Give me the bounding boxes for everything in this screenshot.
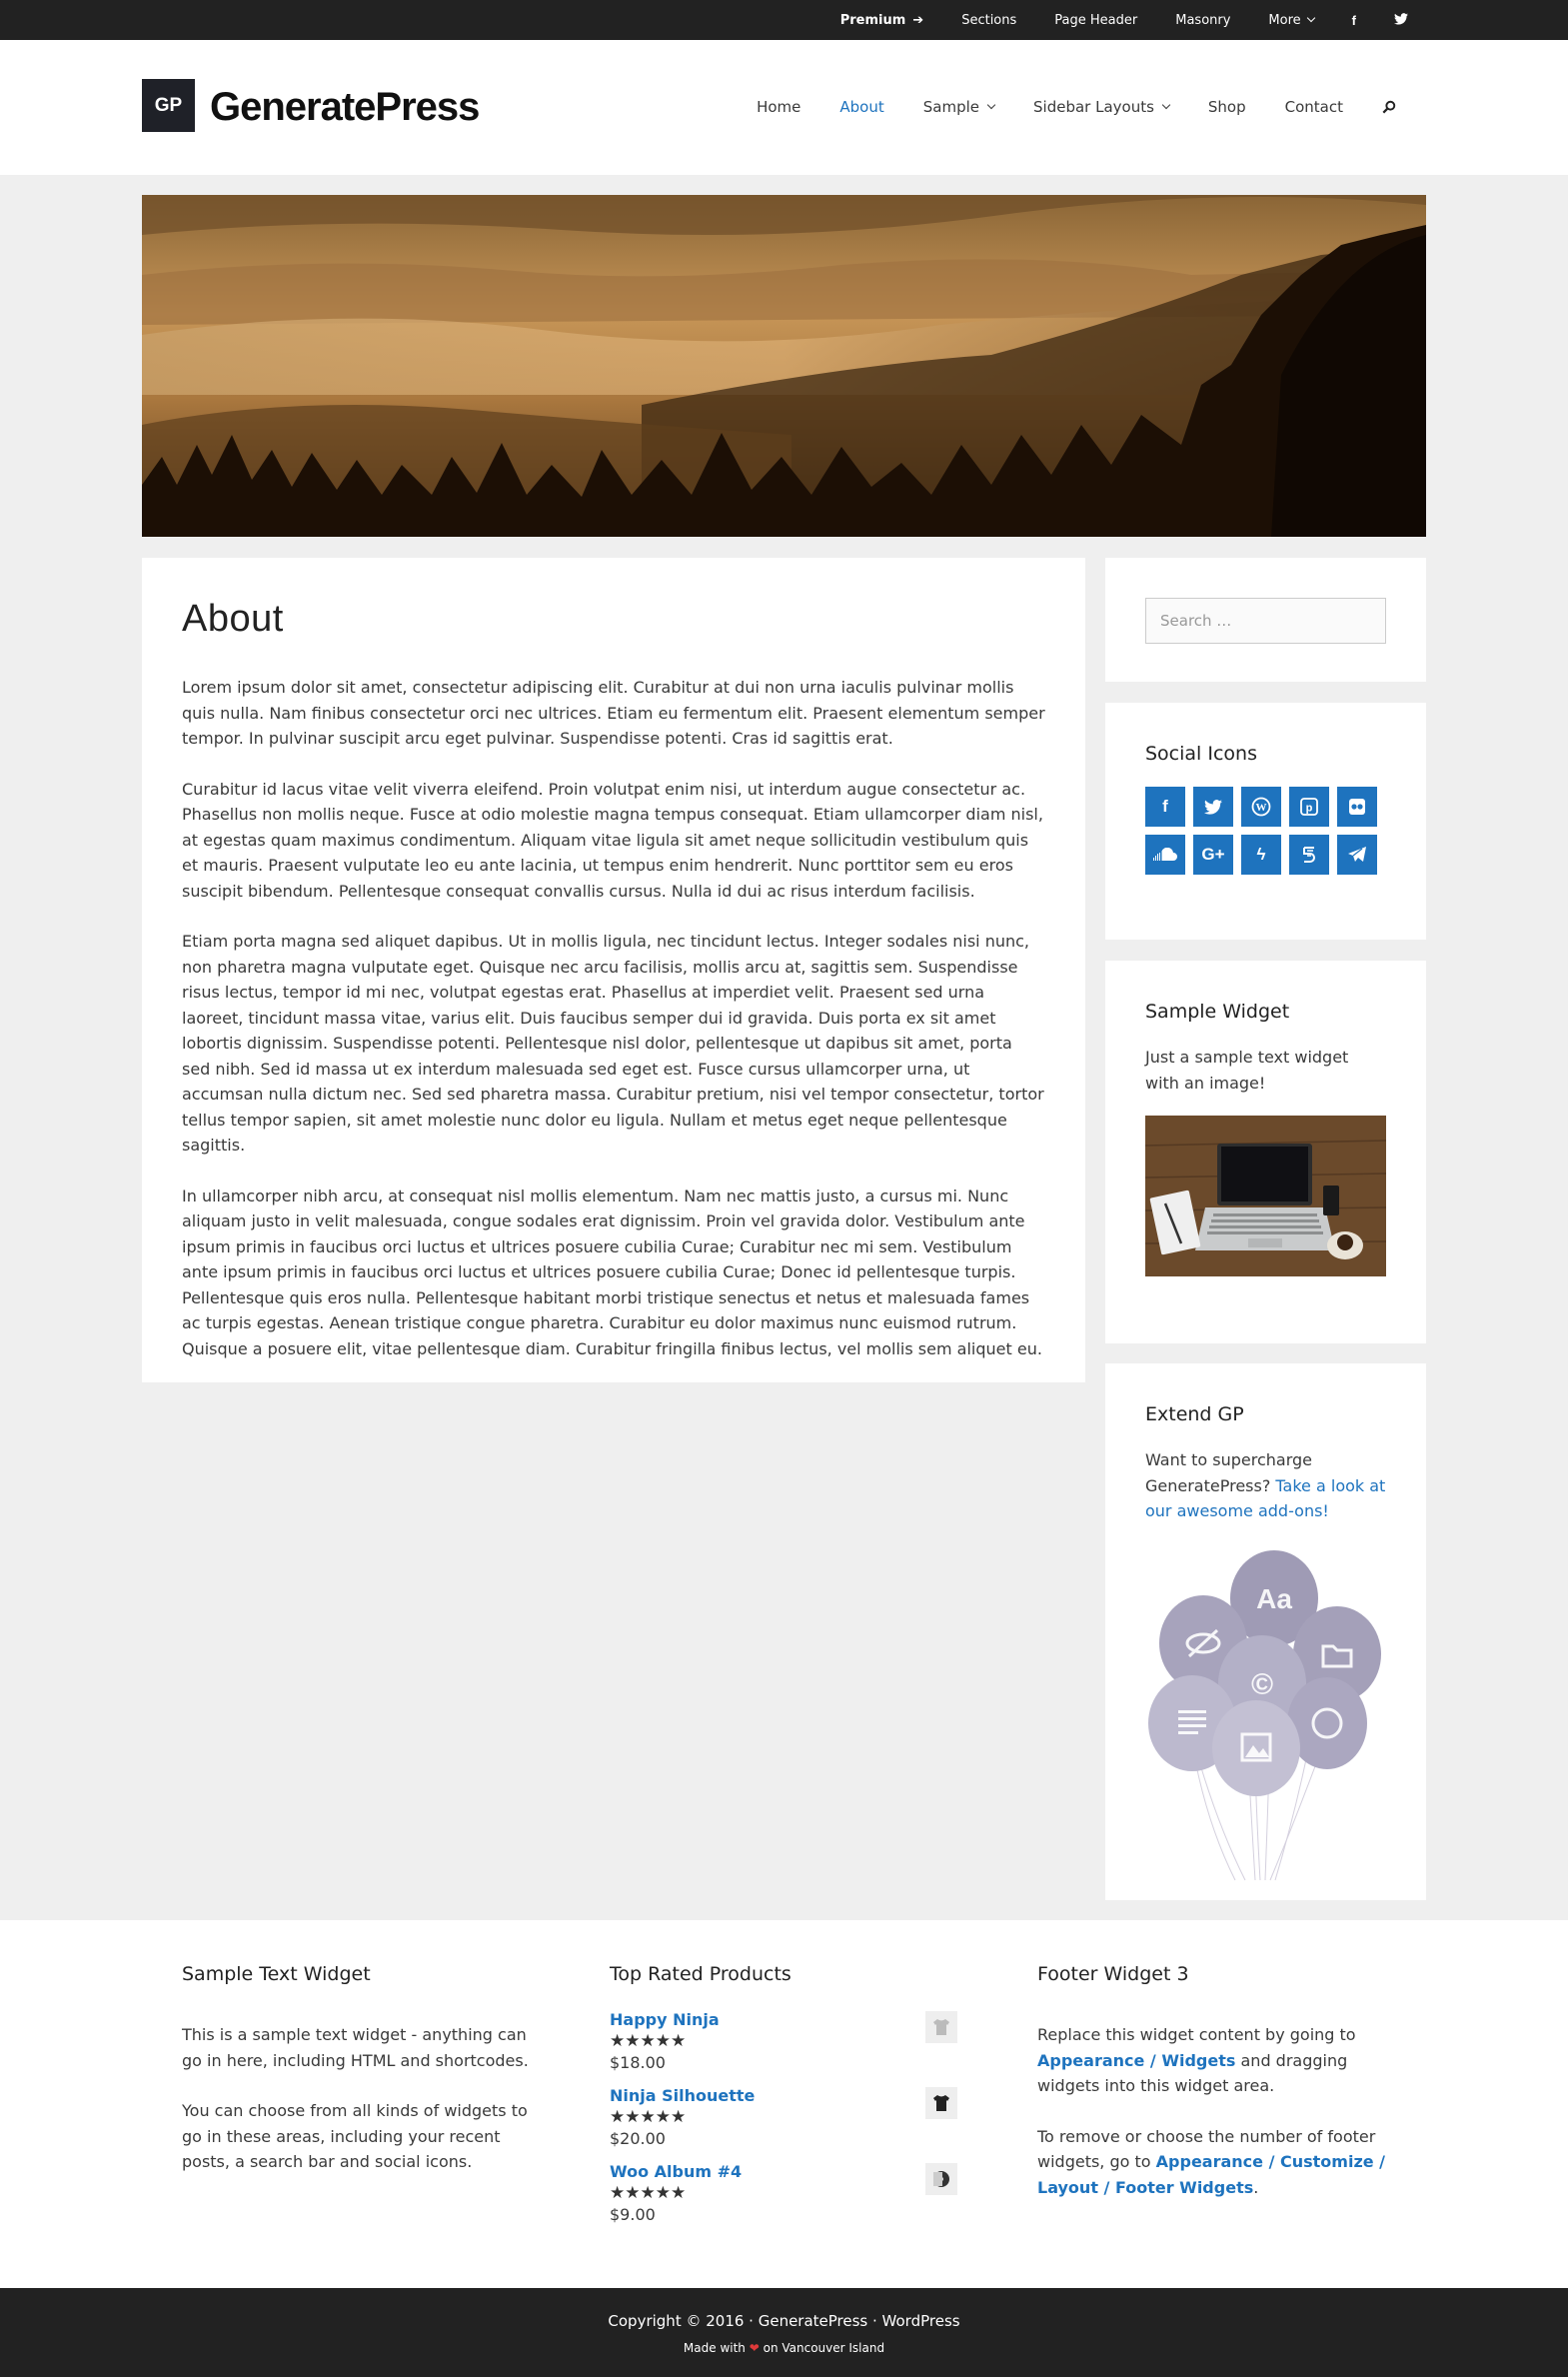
star-rating: ★★★★★ <box>610 2031 687 2051</box>
main-navigation <box>718 98 1396 116</box>
main-content <box>142 558 1085 1382</box>
google-plus-icon[interactable]: G+ <box>1193 835 1233 875</box>
social-icons-widget <box>1105 703 1426 940</box>
product-price: $9.00 <box>610 2205 656 2224</box>
copyright-text: Copyright © 2016 · GeneratePress · WordPress <box>608 2312 960 2330</box>
sample-widget <box>1105 961 1426 1343</box>
widget-title: Social Icons <box>1145 743 1257 765</box>
topbar-sections-link[interactable]: Sections <box>961 12 1017 28</box>
deviantart-icon[interactable]: ϟ <box>1241 835 1281 875</box>
product-link[interactable]: Happy Ninja <box>610 2010 720 2029</box>
flickr-icon[interactable] <box>1337 787 1377 827</box>
product-item <box>610 2009 957 2079</box>
content-paragraph: Etiam porta magna sed aliquet dapibus. Ut in mollis ligula, nec tincidunt lectus. Integer sodales nisi nunc, non pharetra magna vulputate eget. Quisque nec arcu facilisis, mollis arcu at, sagittis sem. Suspendisse risus lectus, tempor id mi nec, volutpat egestas erat. Phasellus at imperdiet velit. Praesent sed urna laoreet, tincidunt massa vitae, varius elit. Duis faucibus semper dui id gravida. Duis porta ex sit amet lobortis dignissim. Suspendisse potenti. Pellentesque nisl dolor, pellentesque ut dapibus sit amet, porta sed nibh. Sed id massa ut ex interdum malesuada sed eget est. Fusce cursus ullamcorper urna, ut accumsan nulla dictum nec. Sed sed pharetra massa. Curabitur pretium, nisi vel tempor consectetur, tortor tellus tempor sapien, sit amet molestie nunc dolor eu ligula. Nullam et metus eget neque pellentesque sagittis. <box>182 932 1044 1155</box>
twitter-icon[interactable] <box>1193 787 1233 827</box>
page-title: About <box>182 598 284 640</box>
made-with-text: Made with ❤ on Vancouver Island <box>683 2341 885 2355</box>
product-price: $20.00 <box>610 2129 666 2148</box>
nav-sample[interactable]: Sample <box>923 98 994 116</box>
star-rating: ★★★★★ <box>610 2183 687 2203</box>
product-item <box>610 2085 957 2155</box>
search-input[interactable]: Search … <box>1145 598 1386 644</box>
widget-title: Sample Text Widget <box>182 1963 371 1985</box>
nav-about[interactable]: About <box>839 98 884 116</box>
widget-text: To remove or choose the number of footer widgets, go to Appearance / Customize / Layout / Footer Widgets. <box>1037 2126 1386 2197</box>
widget-text: You can choose from all kinds of widgets to go in these areas, including your recent posts, a search bar and social icons. <box>182 2101 528 2171</box>
site-footer <box>0 2288 1568 2377</box>
widget-text: Replace this widget content by going to Appearance / Widgets and dragging widgets into this widget area. <box>1037 2025 1356 2095</box>
content-paragraph: Lorem ipsum dolor sit amet, consectetur adipiscing elit. Curabitur at dui non urna iaculis pulvinar mollis quis nulla. Nam finibus consectetur orci nec ultrices. Etiam eu fermentum elit. Praesent elementum semper tempor. In pulvinar suscipit arcu eget pulvinar. Suspendisse potenti. Cras id sagittis erat. <box>182 678 1045 748</box>
facebook-icon[interactable]: f <box>1145 787 1185 827</box>
addons-link[interactable]: Take a look at our awesome add-ons! <box>1145 1475 1386 1520</box>
500px-icon[interactable] <box>1289 835 1329 875</box>
topbar-page-header-link[interactable]: Page Header <box>1054 12 1138 28</box>
extend-gp-widget <box>1105 1363 1426 1900</box>
heart-icon: ❤ <box>749 2341 760 2355</box>
topbar-more-menu[interactable]: More <box>1268 13 1313 28</box>
search-widget <box>1105 558 1426 682</box>
footer-widget-3 <box>1037 1963 1397 2225</box>
addon-balloons-image <box>1145 1550 1386 1882</box>
widget-title: Sample Widget <box>1145 1001 1290 1023</box>
chevron-down-icon <box>987 101 995 109</box>
svg-text:©: © <box>1250 1667 1274 1701</box>
twitter-icon[interactable] <box>1394 13 1408 28</box>
content-paragraph: In ullamcorper nibh arcu, at consequat nisl mollis elementum. Nam nec mattis justo, a cursus mi. Nunc aliquam justo in velit malesuada, congue sodales erat dignissim. Proin vel gravida dolor. Vestibulum ante ipsum primis in faucibus orci luctus et ultrices posuere cubilia Curae; Curabitur nec mi sem. Vestibulum ante ipsum primis in faucibus orci luctus et ultrices posuere cubilia Curae; Donec id pellentesque turpis. Pellentesque quis eros nulla. Pellentesque habitant morbi tristique senectus et netus et malesuada fames ac turpis egestas. Aenean tristique congue pharetra. Curabitur eu dolor maximus nunc euismod rutrum. Quisque a posuere elit, vitae pellentesque diam. Curabitur fringilla finibus lectus, vel mollis sem aliquet eu. <box>182 1186 1042 1358</box>
footer-widget-1 <box>182 1963 542 2200</box>
nav-shop[interactable]: Shop <box>1207 98 1246 116</box>
svg-text:W: W <box>1255 802 1267 814</box>
nav-contact[interactable]: Contact <box>1284 98 1343 116</box>
soundcloud-icon[interactable] <box>1145 835 1185 875</box>
topbar-premium-link[interactable]: Premium ➔ <box>839 12 924 28</box>
extend-gp-text: Want to supercharge GeneratePress? Take a look at our awesome add-ons! <box>1145 1450 1386 1520</box>
footer-widgets <box>0 1920 1568 2288</box>
facebook-icon[interactable]: f <box>1351 12 1356 28</box>
sample-widget-text: Just a sample text widget with an image! <box>1145 1048 1349 1093</box>
site-title[interactable]: GeneratePress <box>210 85 480 129</box>
wordpress-icon[interactable] <box>1241 787 1281 827</box>
site-header <box>0 40 1568 175</box>
footer-widget-2 <box>610 1963 957 2237</box>
nav-sidebar-layouts[interactable]: Sidebar Layouts <box>1033 98 1169 116</box>
arrow-right-icon: ➔ <box>912 12 924 28</box>
svg-text:Aa: Aa <box>1256 1582 1292 1614</box>
product-price: $18.00 <box>610 2053 666 2072</box>
appearance-widgets-link[interactable]: Appearance / Widgets <box>1037 2050 1236 2070</box>
product-thumbnail[interactable] <box>925 2163 957 2195</box>
product-link[interactable]: Woo Album #4 <box>610 2162 743 2181</box>
topbar-masonry-link[interactable]: Masonry <box>1175 12 1231 28</box>
pinterest-icon[interactable] <box>1289 787 1329 827</box>
site-logo[interactable]: GP <box>142 79 195 132</box>
nav-home[interactable]: Home <box>757 98 801 116</box>
content-paragraph: Curabitur id lacus vitae velit viverra eleifend. Proin volutpat enim nisi, ut interdum augue consectetur ac. Phasellus non mollis neque. Fusce at odio molestie magna tempus consequat. Etiam ullamcorper diam nisl, at egestas quam maximus condimentum. Aliquam vitae ligula sit amet neque sollicitudin vestibulum quis et mauris. Praesent vulputate leo eu ante lacinia, ut tempus enim hendrerit. Nunc porttitor sem eu eros suscipit bibendum. Pellentesque consequat convallis cursus. Nulla id dui ac risus interdum facilisis. <box>182 779 1043 901</box>
search-icon[interactable] <box>1382 100 1396 114</box>
widget-text: This is a sample text widget - anything can go in here, including HTML and shortcodes. <box>182 2025 529 2070</box>
widget-title: Footer Widget 3 <box>1037 1963 1189 1985</box>
laptop-desk-image <box>1145 1116 1386 1276</box>
product-item <box>610 2161 957 2231</box>
hero-landscape-image <box>142 195 1426 537</box>
svg-text:p: p <box>1305 802 1313 815</box>
chevron-down-icon <box>1162 101 1170 109</box>
chevron-down-icon <box>1306 14 1314 22</box>
product-thumbnail[interactable] <box>925 2011 957 2043</box>
top-bar <box>0 0 1568 40</box>
widget-title: Top Rated Products <box>610 1963 791 1985</box>
telegram-icon[interactable] <box>1337 835 1377 875</box>
product-link[interactable]: Ninja Silhouette <box>610 2086 756 2105</box>
customize-footer-widgets-link[interactable]: Appearance / Customize / Layout / Footer Widgets <box>1037 2152 1386 2197</box>
product-thumbnail[interactable] <box>925 2087 957 2119</box>
widget-title: Extend GP <box>1145 1403 1244 1425</box>
star-rating: ★★★★★ <box>610 2107 687 2127</box>
